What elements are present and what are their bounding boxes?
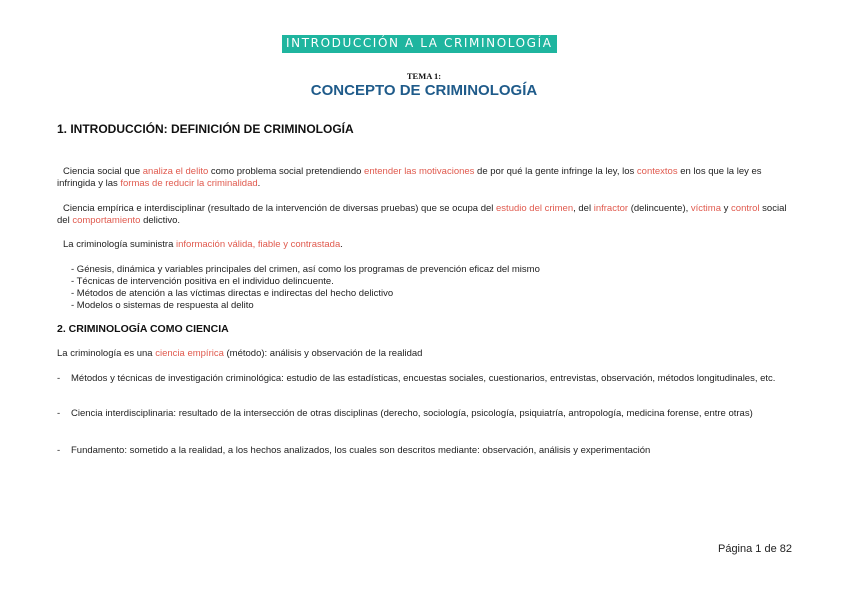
section-1-heading: 1. INTRODUCCIÓN: DEFINICIÓN DE CRIMINOLOGÍA	[57, 122, 354, 136]
text-run: de por qué la gente infringe la ley, los	[474, 166, 637, 177]
highlight-text: información válida, fiable y contrastada	[176, 239, 341, 250]
paragraph-definition-empirical	[57, 203, 793, 227]
text-run: , del	[573, 203, 594, 214]
text-run: y	[721, 203, 732, 214]
list-item-text: Métodos y técnicas de investigación criminológica: estudio de las estadísticas, encuestas sociales, cuestionarios, entrevistas, observación, métodos longitudinales, etc.	[71, 373, 776, 384]
paragraph-definition-social	[57, 166, 793, 190]
text-run: social del	[57, 203, 787, 226]
paragraph-empirical-science	[57, 348, 793, 360]
list-item: - Génesis, dinámica y variables principales del crimen, así como los programas de prevención eficaz del mismo	[71, 264, 540, 275]
list-item-text: Fundamento: sometido a la realidad, a los hechos analizados, los cuales son descritos mediante: observación, análisis y experimentación	[71, 445, 651, 456]
text-run: delictivo.	[140, 215, 181, 226]
list-item	[57, 373, 797, 385]
section-2-heading: 2. CRIMINOLOGÍA COMO CIENCIA	[57, 323, 229, 335]
text-run: .	[257, 178, 261, 189]
highlight-text: ciencia empírica	[155, 348, 224, 359]
text-run: Ciencia social que	[63, 166, 143, 177]
highlight-text: analiza el delito	[142, 166, 209, 177]
highlight-text: entender las motivaciones	[364, 166, 475, 177]
highlight-text: formas de reducir la criminalidad	[120, 178, 258, 189]
highlight-text: control	[731, 203, 760, 214]
highlight-text: comportamiento	[72, 215, 141, 226]
list-item: - Modelos o sistemas de respuesta al delito	[71, 300, 254, 311]
text-run: (método): análisis y observación de la realidad	[223, 348, 423, 359]
text-run: .	[340, 239, 343, 250]
page-number: Página 1 de 82	[717, 543, 792, 555]
text-run: La criminología suministra	[63, 239, 176, 250]
information-list	[71, 264, 771, 312]
dash-bullet: -	[57, 373, 61, 384]
highlight-text: infractor	[593, 203, 629, 214]
highlight-text: estudio del crimen	[496, 203, 574, 214]
text-run: (delincuente),	[628, 203, 691, 214]
list-item	[57, 445, 797, 457]
tema-label: TEMA 1:	[406, 71, 442, 81]
page-title: CONCEPTO DE CRIMINOLOGÍA	[310, 82, 538, 99]
paragraph-information	[57, 239, 793, 251]
dash-bullet: -	[57, 445, 61, 456]
course-banner: INTRODUCCIÓN A LA CRIMINOLOGÍA	[282, 35, 557, 53]
text-run: en los que la ley es infringida y las	[57, 166, 762, 189]
text-run: como problema social pretendiendo	[208, 166, 365, 177]
list-item	[57, 408, 797, 420]
list-item: - Métodos de atención a las víctimas directas e indirectas del hecho delictivo	[71, 288, 394, 299]
list-item-text: Ciencia interdisciplinaria: resultado de la intersección de otras disciplinas (derecho, sociología, psicología, psiquiatría, antropología, medicina forense, entre otras)	[71, 408, 753, 419]
list-item: - Técnicas de intervención positiva en el individuo delincuente.	[71, 276, 334, 287]
dash-bullet: -	[57, 408, 61, 419]
text-run: La criminología es una	[57, 348, 156, 359]
highlight-text: víctima	[690, 203, 721, 214]
highlight-text: contextos	[636, 166, 678, 177]
text-run: Ciencia empírica e interdisciplinar (resultado de la intervención de diversas pruebas) que se ocupa del	[63, 203, 497, 214]
